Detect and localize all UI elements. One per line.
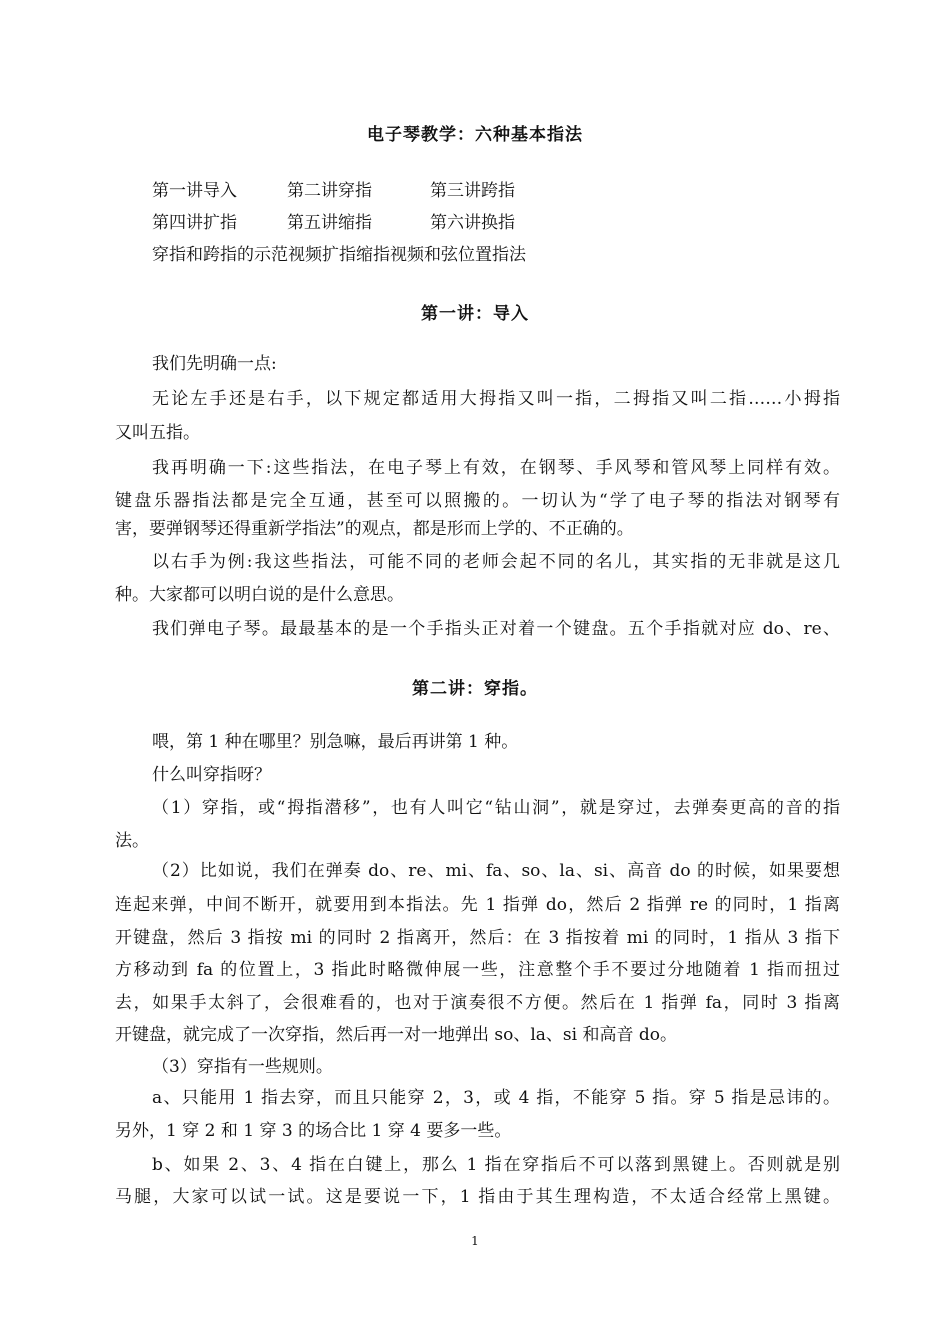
paragraph-line: 法。	[115, 831, 149, 851]
toc-item[interactable]: 第四讲扩指	[152, 213, 237, 233]
toc-item[interactable]: 第五讲缩指	[287, 213, 372, 233]
paragraph-line: 无论左手还是右手，以下规定都适用大拇指又叫一指，二拇指又叫二指……小拇指	[152, 389, 840, 409]
paragraph-line: b、如果 2、3、4 指在白键上，那么 1 指在穿指后不可以落到黑键上。否则就是别	[152, 1155, 840, 1175]
paragraph-line: 连起来弹，中间不断开，就要用到本指法。先 1 指弹 do，然后 2 指弹 re 的同时，1 指离	[115, 895, 840, 915]
paragraph-line: 马腿，大家可以试一试。这是要说一下，1 指由于其生理构造，不太适合经常上黑键。	[115, 1187, 840, 1207]
paragraph-line: 我们弹电子琴。最最基本的是一个手指头正对着一个键盘。五个手指就对应 do、re、	[152, 619, 840, 639]
section-heading: 第二讲：穿指。	[412, 679, 538, 699]
paragraph-line: 喂，第 1 种在哪里？别急嘛，最后再讲第 1 种。	[152, 732, 519, 752]
section-heading: 第一讲：导入	[421, 304, 529, 324]
paragraph-line: a、只能用 1 指去穿，而且只能穿 2，3，或 4 指，不能穿 5 指。穿 5 指是忌讳的。	[152, 1088, 840, 1108]
paragraph-line: 我再明确一下:这些指法，在电子琴上有效，在钢琴、手风琴和管风琴上同样有效。	[152, 458, 840, 478]
paragraph-line: （1）穿指，或“拇指潜移”，也有人叫它“钻山洞”，就是穿过，去弹奏更高的音的指	[152, 798, 840, 818]
paragraph-line: 键盘乐器指法都是完全互通，甚至可以照搬的。一切认为“学了电子琴的指法对钢琴有	[115, 491, 840, 511]
paragraph-line: 方移动到 fa 的位置上，3 指此时略微伸展一些，注意整个手不要过分地随着 1 指而扭过	[115, 960, 840, 980]
paragraph-line: 另外，1 穿 2 和 1 穿 3 的场合比 1 穿 4 要多一些。	[115, 1121, 512, 1141]
toc-item[interactable]: 第一讲导入	[152, 181, 237, 201]
paragraph-line: （3）穿指有一些规则。	[152, 1057, 333, 1077]
paragraph-line: 开键盘，然后 3 指按 mi 的同时 2 指离开，然后：在 3 指按着 mi 的同时，1 指从 3 指下	[115, 928, 840, 948]
page-number: 1	[471, 1234, 479, 1248]
paragraph-line: 害，要弹钢琴还得重新学指法”的观点，都是形而上学的、不正确的。	[115, 519, 634, 539]
paragraph-line: 什么叫穿指呀？	[152, 765, 271, 785]
paragraph-line: 又叫五指。	[115, 423, 200, 443]
toc-item[interactable]: 第六讲换指	[430, 213, 515, 233]
paragraph-line: 去，如果手太斜了，会很难看的，也对于演奏很不方便。然后在 1 指弹 fa，同时 3 指离	[115, 993, 840, 1013]
paragraph-line: （2）比如说，我们在弹奏 do、re、mi、fa、so、la、si、高音 do 的时候，如果要想	[152, 861, 840, 881]
document-title: 电子琴教学：六种基本指法	[367, 125, 583, 145]
paragraph-line: 我们先明确一点:	[152, 354, 277, 374]
toc-item[interactable]: 穿指和跨指的示范视频扩指缩指视频和弦位置指法	[152, 245, 526, 265]
toc-item[interactable]: 第二讲穿指	[287, 181, 372, 201]
paragraph-line: 种。大家都可以明白说的是什么意思。	[115, 585, 404, 605]
toc-item[interactable]: 第三讲跨指	[430, 181, 515, 201]
paragraph-line: 以右手为例:我这些指法，可能不同的老师会起不同的名儿，其实指的无非就是这几	[152, 552, 840, 572]
paragraph-line: 开键盘，就完成了一次穿指，然后再一对一地弹出 so、la、si 和高音 do。	[115, 1025, 678, 1045]
